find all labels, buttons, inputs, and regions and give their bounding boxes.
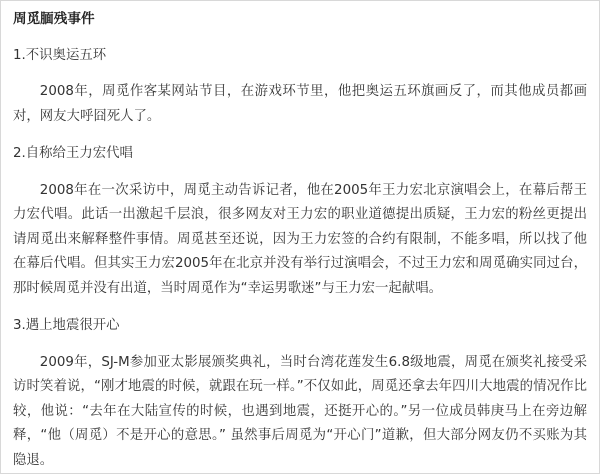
article-content <box>1 1 599 473</box>
section-heading-wang-leehom: 2.自称给王力宏代唱 <box>13 146 133 161</box>
section-body-earthquake: 2009年，SJ-M参加亚太影展颁奖典礼，当时台湾花莲发生6.8级地震，周觅在颁奖礼接受采访时笑着说，“刚才地震的时候，就跟在玩一样。”不仅如此，周觅还拿去年四川大地震的情况作比较，他说：“去年在大陆宣传的时候，也遇到地震，还挺开心的。”另一位成员韩庚马上在旁边解释，“他（周觅）不是开心的意思。” 虽然事后周觅为“开心门”道歉，但大部分网友仍不买账为其隐退。 <box>13 354 587 468</box>
section-heading-olympic-rings: 1.不识奥运五环 <box>13 47 107 63</box>
section-body-wang-leehom: 2008年在一次采访中，周觅主动告诉记者，他在2005年王力宏北京演唱会上，在幕后帮王力宏代唱。此话一出激起千层浪，很多网友对王力宏的职业道德提出质疑，王力宏的粉丝更提出请周觅出来解释整件事情。周觅甚至还说，因为王力宏签的合约有限制，不能多唱，所以找了他在幕后代唱。但其实王力宏2005年在北京并没有举行过演唱会，不过王力宏和周觅确实同过台，那时候周觅并没有出道，当时周觅作为“幸运男歌迷”与王力宏一起献唱。 <box>13 182 587 296</box>
article-title: 周觅腼残事件 <box>13 11 95 27</box>
section-body-olympic-rings: 2008年，周觅作客某网站节目，在游戏环节里，他把奥运五环旗画反了，而其他成员都画对，网友大呼囧死人了。 <box>13 84 587 124</box>
section-heading-earthquake: 3.遇上地震很开心 <box>13 318 120 333</box>
